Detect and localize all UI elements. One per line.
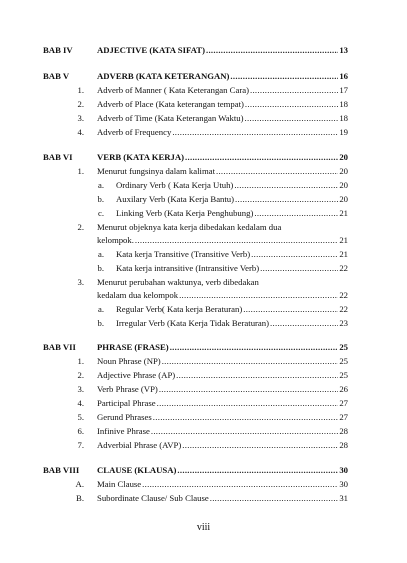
page-number: 21 [339, 208, 348, 218]
page-number: 17 [339, 85, 348, 95]
page-number: 25 [339, 356, 348, 366]
item-title-line: kedalam dua kelompok [97, 290, 179, 300]
page-number: 20 [339, 180, 348, 190]
dot-leader [142, 477, 338, 491]
subitem-title: Ordinary Verb ( Kata Kerja Utuh) [116, 180, 234, 190]
item-number: 2. [77, 99, 84, 109]
item-number: 5. [77, 412, 84, 422]
subitem-title: Linking Verb (Kata Kerja Penghubung) [116, 208, 254, 218]
subitem-letter: c. [97, 208, 104, 218]
toc-item-row [0, 396, 407, 410]
toc-item-row [0, 111, 407, 125]
item-title: Adverb of Time (Kata Keterangan Waktu) [97, 113, 244, 123]
toc-item-row [0, 477, 407, 491]
chapter-label: BAB VII [43, 342, 76, 352]
page-number: 20 [339, 152, 348, 162]
page-number: 23 [339, 318, 348, 328]
dot-leader [243, 302, 338, 316]
dot-leader [177, 463, 338, 477]
toc-item-row [0, 275, 407, 289]
page-number: 30 [339, 465, 348, 475]
dot-leader [179, 288, 338, 302]
toc-subitem-row [0, 302, 407, 316]
dot-leader [206, 43, 338, 57]
page-number: 18 [339, 99, 348, 109]
item-number: 4. [77, 127, 84, 137]
page-number: 13 [339, 45, 348, 55]
item-title: Verb Phrase (VP) [97, 384, 158, 394]
item-number: 4. [77, 398, 84, 408]
toc-chapter-row [0, 340, 407, 354]
item-title-line: Menurut perubahan waktunya, verb dibedakan [97, 277, 259, 287]
item-number: A. [75, 479, 84, 489]
subitem-letter: a. [97, 249, 104, 259]
item-number: B. [76, 493, 84, 503]
item-title: Adverb of Place (Kata keterangan tempat) [97, 99, 244, 109]
dot-leader [185, 150, 338, 164]
dot-leader [176, 368, 338, 382]
page-number: 27 [339, 398, 348, 408]
toc-item-row [0, 288, 407, 302]
item-number: 7. [77, 440, 84, 450]
toc-chapter-row [0, 43, 407, 57]
subitem-letter: b. [97, 263, 104, 273]
dot-leader [210, 491, 339, 505]
page-number: 31 [339, 493, 348, 503]
subitem-title: Kata kerja intransitive (Intransitive Verb) [116, 263, 260, 273]
dot-leader [260, 261, 338, 275]
item-number: 1. [77, 85, 84, 95]
dot-leader [157, 396, 339, 410]
item-title: Adverbial Phrase (AVP) [97, 440, 182, 450]
toc-chapter-row [0, 150, 407, 164]
item-title: Main Clause [97, 479, 142, 489]
item-title: Adverb of Manner ( Kata Keterangan Cara) [97, 85, 249, 95]
dot-leader [230, 69, 338, 83]
toc-item-row [0, 164, 407, 178]
dot-leader [151, 424, 338, 438]
page-number: 20 [339, 194, 348, 204]
toc-subitem-row [0, 261, 407, 275]
page-number: 22 [339, 263, 348, 273]
chapter-label: BAB VIII [43, 465, 80, 475]
toc-subitem-row [0, 178, 407, 192]
dot-leader [234, 178, 338, 192]
page-number: 22 [339, 290, 348, 300]
toc-item-row [0, 410, 407, 424]
page-number: 21 [339, 235, 348, 245]
subitem-letter: a. [97, 304, 104, 314]
dot-leader [170, 340, 339, 354]
toc-item-row [0, 491, 407, 505]
chapter-title: CLAUSE (KLAUSA) [97, 465, 177, 475]
item-title: Subordinate Clause/ Sub Clause [97, 493, 209, 503]
item-number: 2. [77, 222, 84, 232]
toc-item-row [0, 354, 407, 368]
dot-leader [216, 164, 338, 178]
item-title: Noun Phrase (NP) [97, 356, 161, 366]
item-number: 1. [77, 356, 84, 366]
dot-leader [162, 354, 339, 368]
subitem-letter: b. [97, 194, 104, 204]
item-title: Adverb of Frequency [97, 127, 172, 137]
page-number: 22 [339, 304, 348, 314]
dot-leader [254, 206, 338, 220]
item-title: Gerund Phrases [97, 412, 152, 422]
toc-item-row [0, 125, 407, 139]
subitem-title: Irregular Verb (Kata Kerja Tidak Beraturan) [116, 318, 270, 328]
subitem-title: Auxilary Verb (Kata Kerja Bantu) [116, 194, 235, 204]
toc-item-row [0, 83, 407, 97]
item-title: Participal Phrase [97, 398, 156, 408]
dot-leader [153, 410, 339, 424]
chapter-title: VERB (KATA KERJA) [97, 152, 185, 162]
footer-page-number: viii [196, 522, 211, 533]
dot-leader [270, 316, 338, 330]
chapter-label: BAB V [43, 71, 70, 81]
item-number: 2. [77, 370, 84, 380]
toc-chapter-row [0, 463, 407, 477]
item-title: Menurut fungsinya dalam kalimat [97, 166, 215, 176]
item-number: 6. [77, 426, 84, 436]
page-number: 27 [339, 412, 348, 422]
page-number: 26 [339, 384, 348, 394]
chapter-title: ADVERB (KATA KETERANGAN) [97, 71, 230, 81]
page-number: 19 [339, 127, 348, 137]
dot-leader [235, 192, 338, 206]
chapter-title: ADJECTIVE (KATA SIFAT) [97, 45, 205, 55]
item-number: 3. [77, 277, 84, 287]
item-number: 3. [77, 113, 84, 123]
item-title: Infinive Phrase [97, 426, 150, 436]
item-number: 1. [77, 166, 84, 176]
page-number: 28 [339, 440, 348, 450]
item-title-line: Menurut objeknya kata kerja dibedakan kedalam dua [97, 222, 282, 232]
dot-leader [250, 83, 338, 97]
page-number: 25 [339, 370, 348, 380]
toc-subitem-row [0, 316, 407, 330]
toc-item-row [0, 97, 407, 111]
chapter-title: PHRASE (FRASE) [97, 342, 169, 352]
subitem-letter: b. [97, 318, 104, 328]
item-title-line: kelompok. [97, 235, 134, 245]
page-number: 28 [339, 426, 348, 436]
item-title: Adjective Phrase (AP) [97, 370, 176, 380]
toc-subitem-row [0, 192, 407, 206]
dot-leader [159, 382, 339, 396]
subitem-letter: a. [97, 180, 104, 190]
dot-leader [135, 233, 338, 247]
subitem-title: Regular Verb( Kata kerja Beraturan) [116, 304, 243, 314]
dot-leader [182, 438, 338, 452]
page-number: 20 [339, 166, 348, 176]
toc-item-row [0, 220, 407, 234]
toc-item-row [0, 233, 407, 247]
toc-chapter-row [0, 69, 407, 83]
dot-leader [251, 247, 338, 261]
chapter-label: BAB VI [43, 152, 73, 162]
page-number: 18 [339, 113, 348, 123]
dot-leader [245, 97, 338, 111]
chapter-label: BAB IV [43, 45, 73, 55]
item-number: 3. [77, 384, 84, 394]
toc-subitem-row [0, 247, 407, 261]
toc-item-row [0, 438, 407, 452]
dot-leader [172, 125, 338, 139]
toc-item-row [0, 382, 407, 396]
page-number: 25 [339, 342, 348, 352]
page-number: 21 [339, 249, 348, 259]
toc-item-row [0, 368, 407, 382]
subitem-title: Kata kerja Transitive (Transitive Verb) [116, 249, 251, 259]
toc-subitem-row [0, 206, 407, 220]
page-number: 30 [339, 479, 348, 489]
dot-leader [245, 111, 339, 125]
page-number: 16 [339, 71, 348, 81]
toc-item-row [0, 424, 407, 438]
